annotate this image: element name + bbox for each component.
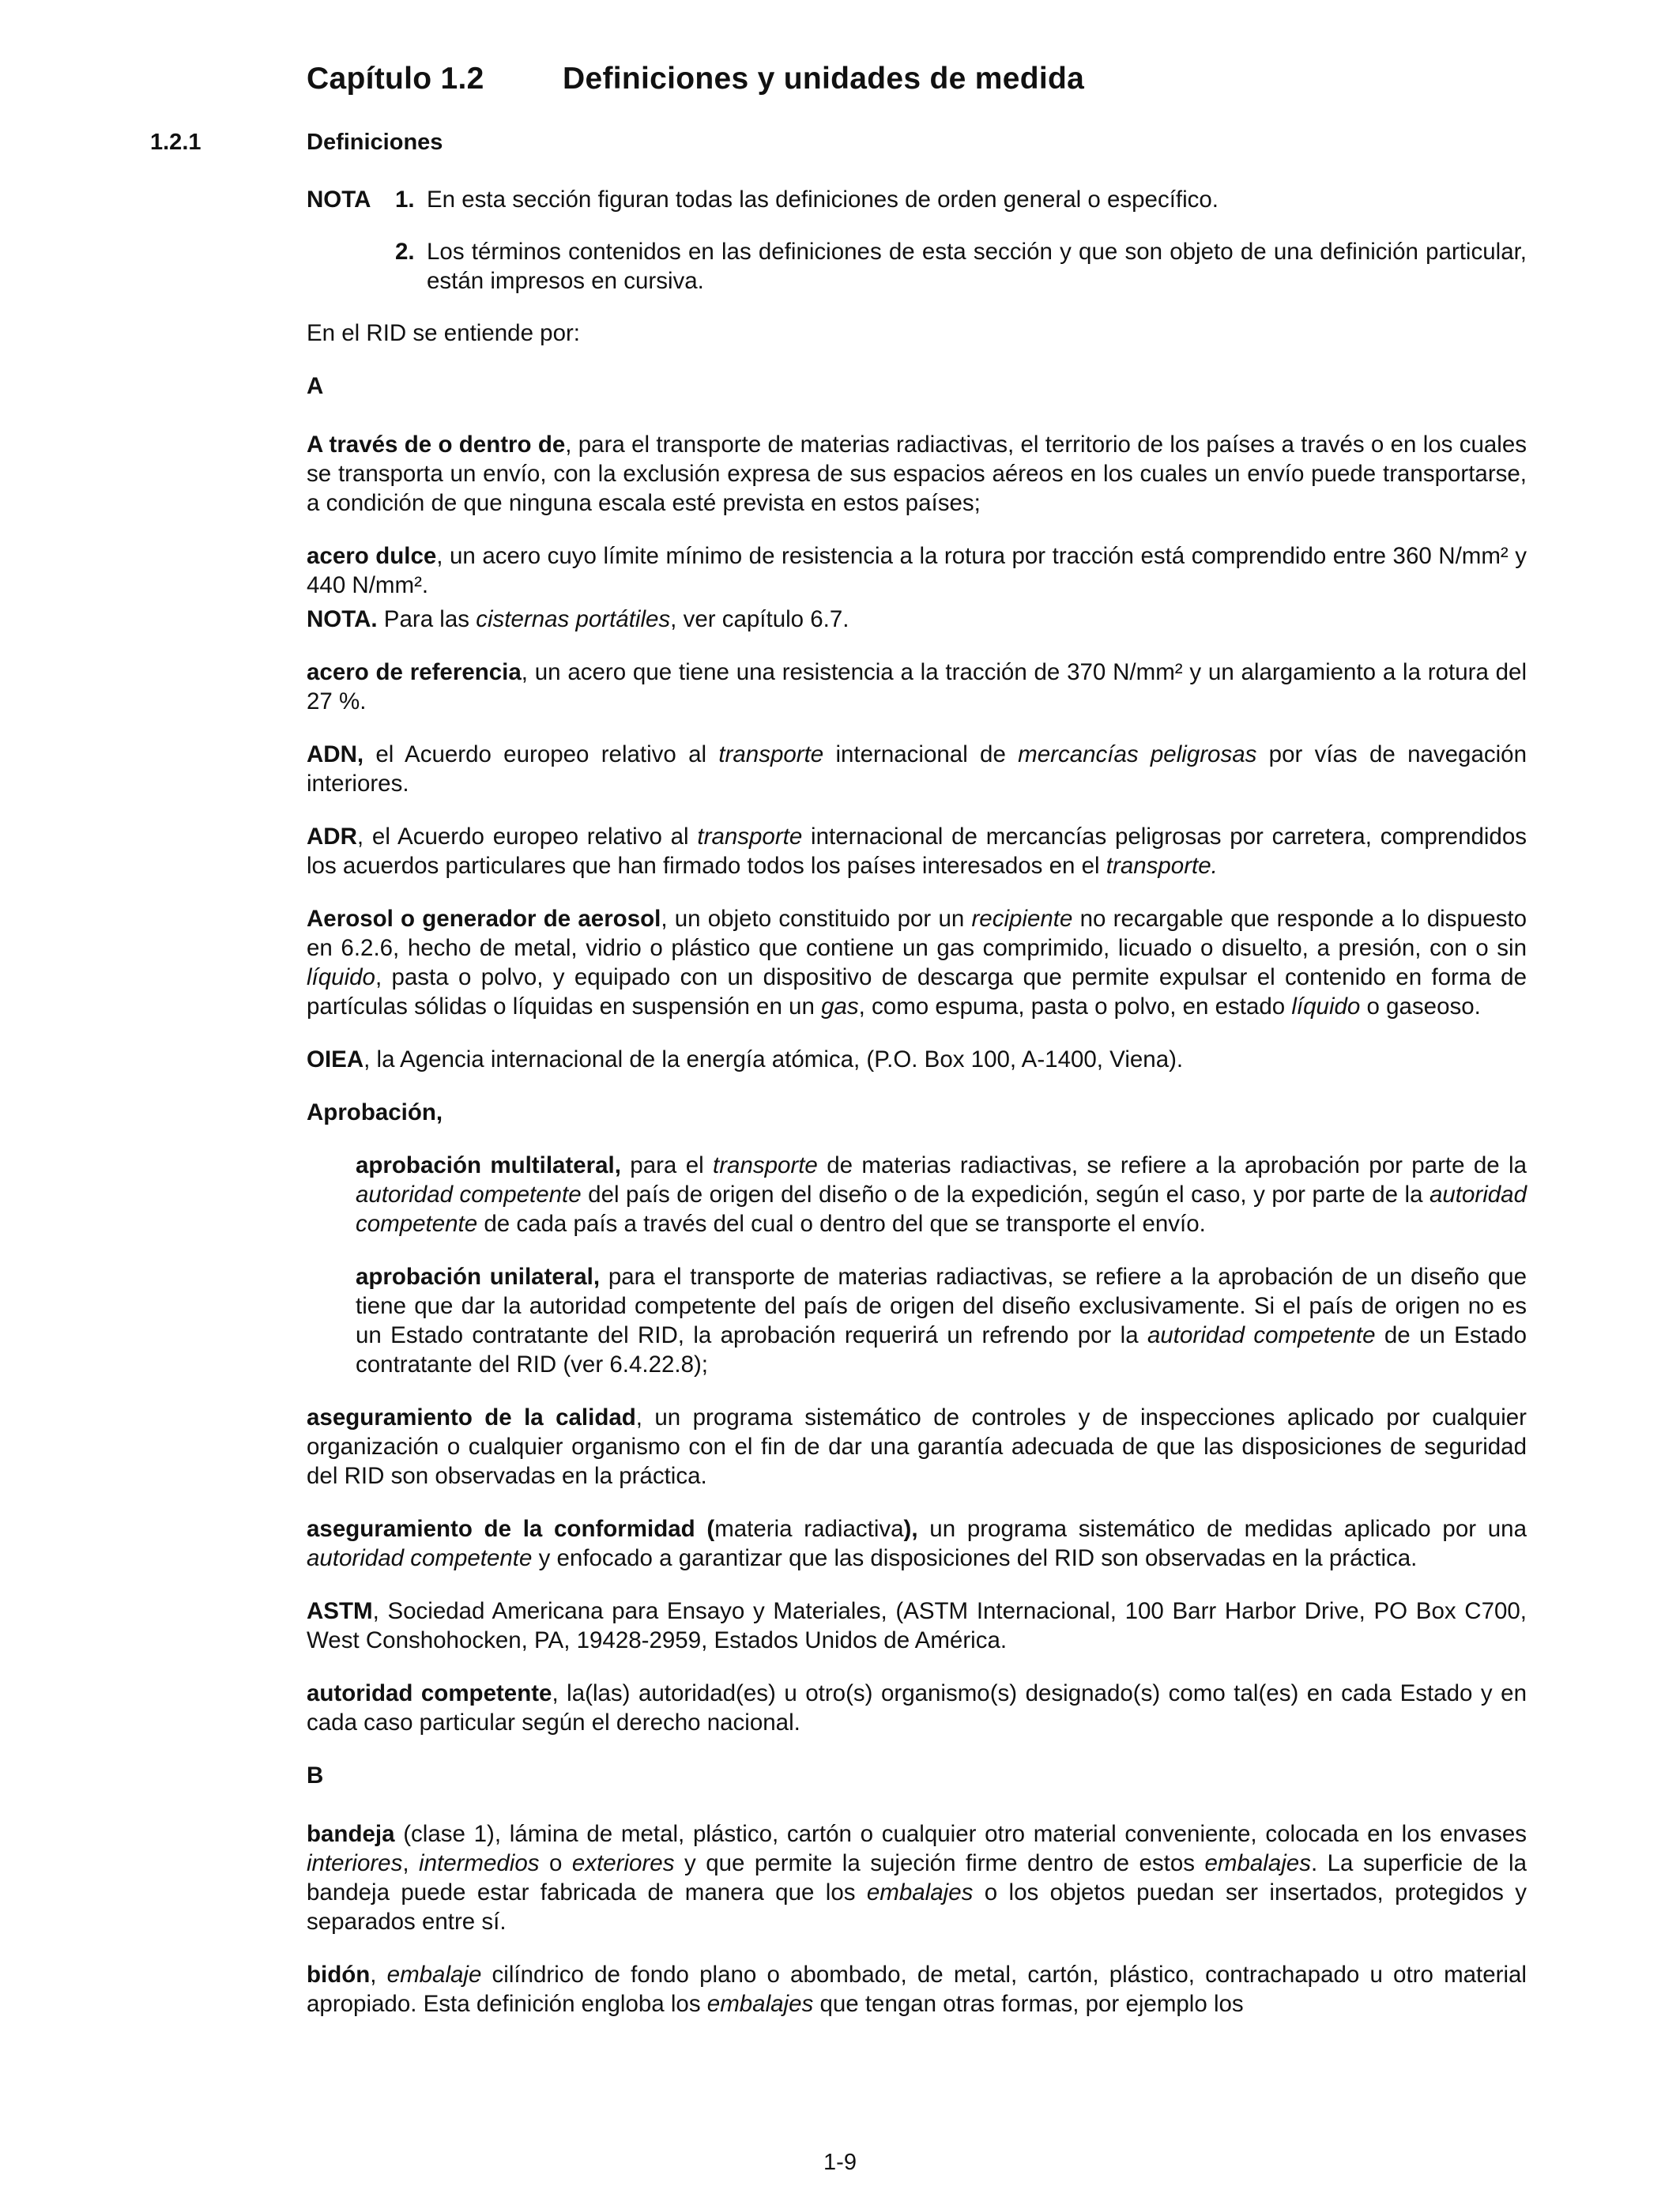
definition-term: acero dulce bbox=[307, 543, 437, 569]
note-number: 2. bbox=[395, 239, 415, 265]
letter-heading-b: B bbox=[307, 1762, 324, 1789]
definition-oiea: OIEA, la Agencia internacional de la energía atómica, (P.O. Box 100, A-1400, Viena). bbox=[307, 1046, 1184, 1072]
definition-autoridad-competente: autoridad competente, la(las) autoridad(es) u otro(s) organismo(s) designado(s) como tal(es) en cada Estado y en cada caso particular según el derecho nacional. bbox=[307, 1680, 1527, 1736]
definition-acero-dulce: acero dulce, un acero cuyo límite mínimo de resistencia a la rotura por tracción está comprendido entre 360 N/mm² y 440 N/mm². bbox=[307, 543, 1527, 598]
definition-aerosol: Aerosol o generador de aerosol, un objeto constituido por un recipiente no recargable que responde a lo dispuesto en 6.2.6, hecho de metal, vidrio o plástico que contiene un gas comprimido, licuado o disuelto, a presión, con o sin líquido, pasta o polvo, y equipado con un dispositivo de descarga que permite expulsar el contenido en forma de partículas sólidas o líquidas en suspensión en un gas, como espuma, pasta o polvo, en estado líquido o gaseoso. bbox=[307, 906, 1527, 1020]
page-number: 1-9 bbox=[823, 2150, 857, 2175]
definition-aseguramiento-calidad: aseguramiento de la calidad, un programa sistemático de controles y de inspecciones aplicado por cualquier organización o cualquier organismo con el fin de dar una garantía adecuada de que las disposiciones de seguridad del RID son observadas en la práctica. bbox=[307, 1404, 1527, 1489]
definition-aprobacion bbox=[307, 1098, 1527, 1127]
note-1 bbox=[307, 185, 1527, 214]
definition-term: acero de referencia bbox=[307, 659, 522, 685]
definition-term: ADR bbox=[307, 824, 357, 850]
definition-a-traves: A través de o dentro de, para el transporte de materias radiactivas, el territorio de los países a través o en los cuales se transporta un envío, con la exclusión expresa de sus espacios aéreos en los cuales un envío puede transportarse, a condición de que ninguna escala esté prevista en estos países; bbox=[307, 432, 1527, 516]
note-acero-dulce: NOTA. Para las cisternas portátiles, ver capítulo 6.7. bbox=[307, 606, 849, 632]
definition-term: OIEA bbox=[307, 1046, 364, 1072]
note-label: NOTA. bbox=[307, 606, 378, 632]
definition-term: Aerosol o generador de aerosol bbox=[307, 906, 661, 932]
definition-aprobacion-multilateral: aprobación multilateral, para el transporte de materias radiactivas, se refiere a la aprobación por parte de la autoridad competente del país de origen del diseño o de la expedición, según el caso, y por parte de la autoridad competente de cada país a través del cual o dentro del que se transporte el envío. bbox=[356, 1152, 1527, 1237]
definitions-body bbox=[307, 185, 1527, 2042]
definition-term: aseguramiento de la conformidad ( bbox=[307, 1516, 715, 1542]
chapter-title: Definiciones y unidades de medida bbox=[563, 62, 1085, 96]
note-text: Los términos contenidos en las definiciones de esta sección y que son objeto de una definición particular, están impresos en cursiva. bbox=[427, 239, 1527, 294]
note-label: NOTA bbox=[307, 187, 371, 213]
intro-text: En el RID se entiende por: bbox=[307, 320, 581, 346]
definition-term: aprobación unilateral, bbox=[356, 1264, 601, 1290]
definition-aseguramiento-conformidad: aseguramiento de la conformidad (materia radiactiva), un programa sistemático de medidas aplicado por una autoridad competente y enfocado a garantizar que las disposiciones del RID son observadas en la práctica. bbox=[307, 1516, 1527, 1571]
definition-aprobacion-unilateral: aprobación unilateral, para el transporte de materias radiactivas, se refiere a la aprobación de un diseño que tiene que dar la autoridad competente del país de origen del diseño exclusivamente. Si el país de origen no es un Estado contratante del RID, la aprobación requerirá un refrendo por la autoridad competente de un Estado contratante del RID (ver 6.4.22.8); bbox=[356, 1264, 1527, 1378]
chapter-number: Capítulo 1.2 bbox=[307, 62, 484, 96]
note-number: 1. bbox=[395, 187, 415, 213]
definition-bandeja: bandeja (clase 1), lámina de metal, plástico, cartón o cualquier otro material conveniente, colocada en los envases interiores, intermedios o exteriores y que permite la sujeción firme dentro de estos embalajes. La superficie de la bandeja puede estar fabricada de manera que los embalajes o los objetos puedan ser insertados, protegidos y separados entre sí. bbox=[307, 1821, 1527, 1935]
definition-term: ADN, bbox=[307, 741, 364, 767]
note-text: En esta sección figuran todas las definiciones de orden general o específico. bbox=[427, 187, 1219, 213]
chapter-heading bbox=[307, 62, 1085, 96]
section-number: 1.2.1 bbox=[150, 130, 202, 155]
definition-bidon: bidón, embalaje cilíndrico de fondo plano o abombado, de metal, cartón, plástico, contrachapado u otro material apropiado. Esta definición engloba los embalajes que tengan otras formas, por ejemplo los bbox=[307, 1962, 1527, 2017]
definition-astm: ASTM, Sociedad Americana para Ensayo y Materiales, (ASTM Internacional, 100 Barr Harbor Drive, PO Box C700, West Conshohocken, PA, 19428-2959, Estados Unidos de América. bbox=[307, 1598, 1527, 1653]
definition-term: aprobación multilateral, bbox=[356, 1152, 621, 1178]
definition-term: bandeja bbox=[307, 1821, 395, 1847]
definition-term: A través de o dentro de bbox=[307, 432, 566, 458]
section-title: Definiciones bbox=[307, 130, 443, 155]
definition-term: aseguramiento de la calidad bbox=[307, 1404, 636, 1431]
note-2 bbox=[307, 237, 1527, 296]
definition-term: Aprobación, bbox=[307, 1099, 443, 1125]
letter-heading-a: A bbox=[307, 373, 324, 399]
definition-acero-referencia: acero de referencia, un acero que tiene una resistencia a la tracción de 370 N/mm² y un alargamiento a la rotura del 27 %. bbox=[307, 659, 1527, 714]
definition-adn: ADN, el Acuerdo europeo relativo al transporte internacional de mercancías peligrosas por vías de navegación interiores. bbox=[307, 741, 1527, 797]
definition-term: bidón bbox=[307, 1962, 371, 1988]
definition-term: ASTM bbox=[307, 1598, 373, 1624]
definition-term: autoridad competente bbox=[307, 1680, 552, 1706]
definition-adr: ADR, el Acuerdo europeo relativo al transporte internacional de mercancías peligrosas por carretera, comprendidos los acuerdos particulares que han firmado todos los países interesados en el transporte. bbox=[307, 824, 1527, 879]
